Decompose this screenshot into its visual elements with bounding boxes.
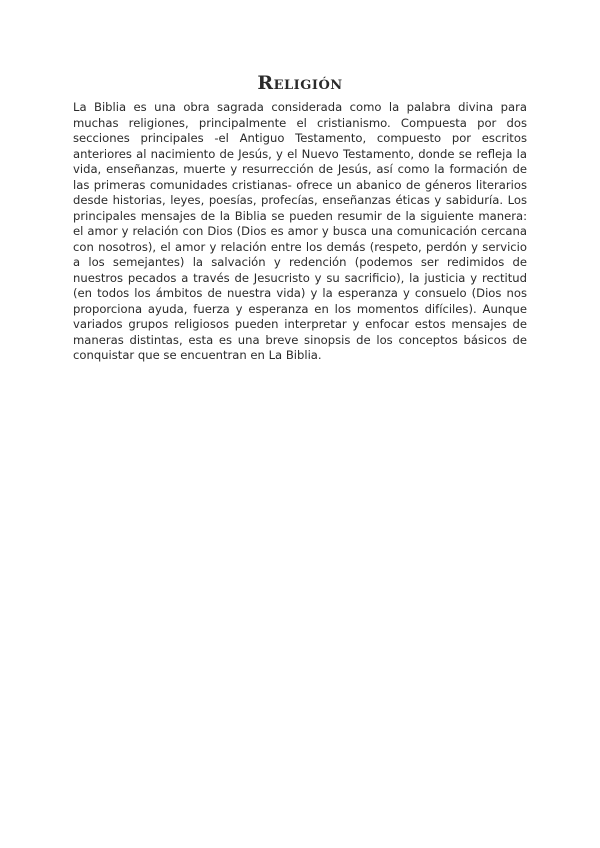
page-title: Religión <box>257 72 343 94</box>
body-paragraph: La Biblia es una obra sagrada considerada como la palabra divina para muchas religiones, principalmente el cristianismo. Compuesta por dos secciones principales -el Antiguo Testamento, compuesto por escritos anteriores al nacimiento de Jesús, y el Nuevo Testamento, donde se refleja la vida, enseñanzas, muerte y resurrección de Jesús, así como la formación de las primeras comunidades cristianas- ofrece un abanico de géneros literarios desde historias, leyes, poesías, profecías, enseñanzas éticas y sabiduría. Los principales mensajes de la Biblia se pueden resumir de la siguiente manera: el amor y relación con Dios (Dios es amor y busca una comunicación cercana con nosotros), el amor y relación entre los demás (respeto, perdón y servicio a los semejantes) la salvación y redención (podemos ser redimidos de nuestros pecados a través de Jesucristo y su sacrificio), la justicia y rectitud (en todos los ámbitos de nuestra vida) y la esperanza y consuelo (Dios nos proporciona ayuda, fuerza y esperanza en los momentos difíciles). Aunque variados grupos religiosos pueden interpretar y enfocar estos mensajes de maneras distintas, esta es una breve sinopsis de los conceptos básicos de conquistar que se encuentran en La Biblia. <box>73 100 527 362</box>
